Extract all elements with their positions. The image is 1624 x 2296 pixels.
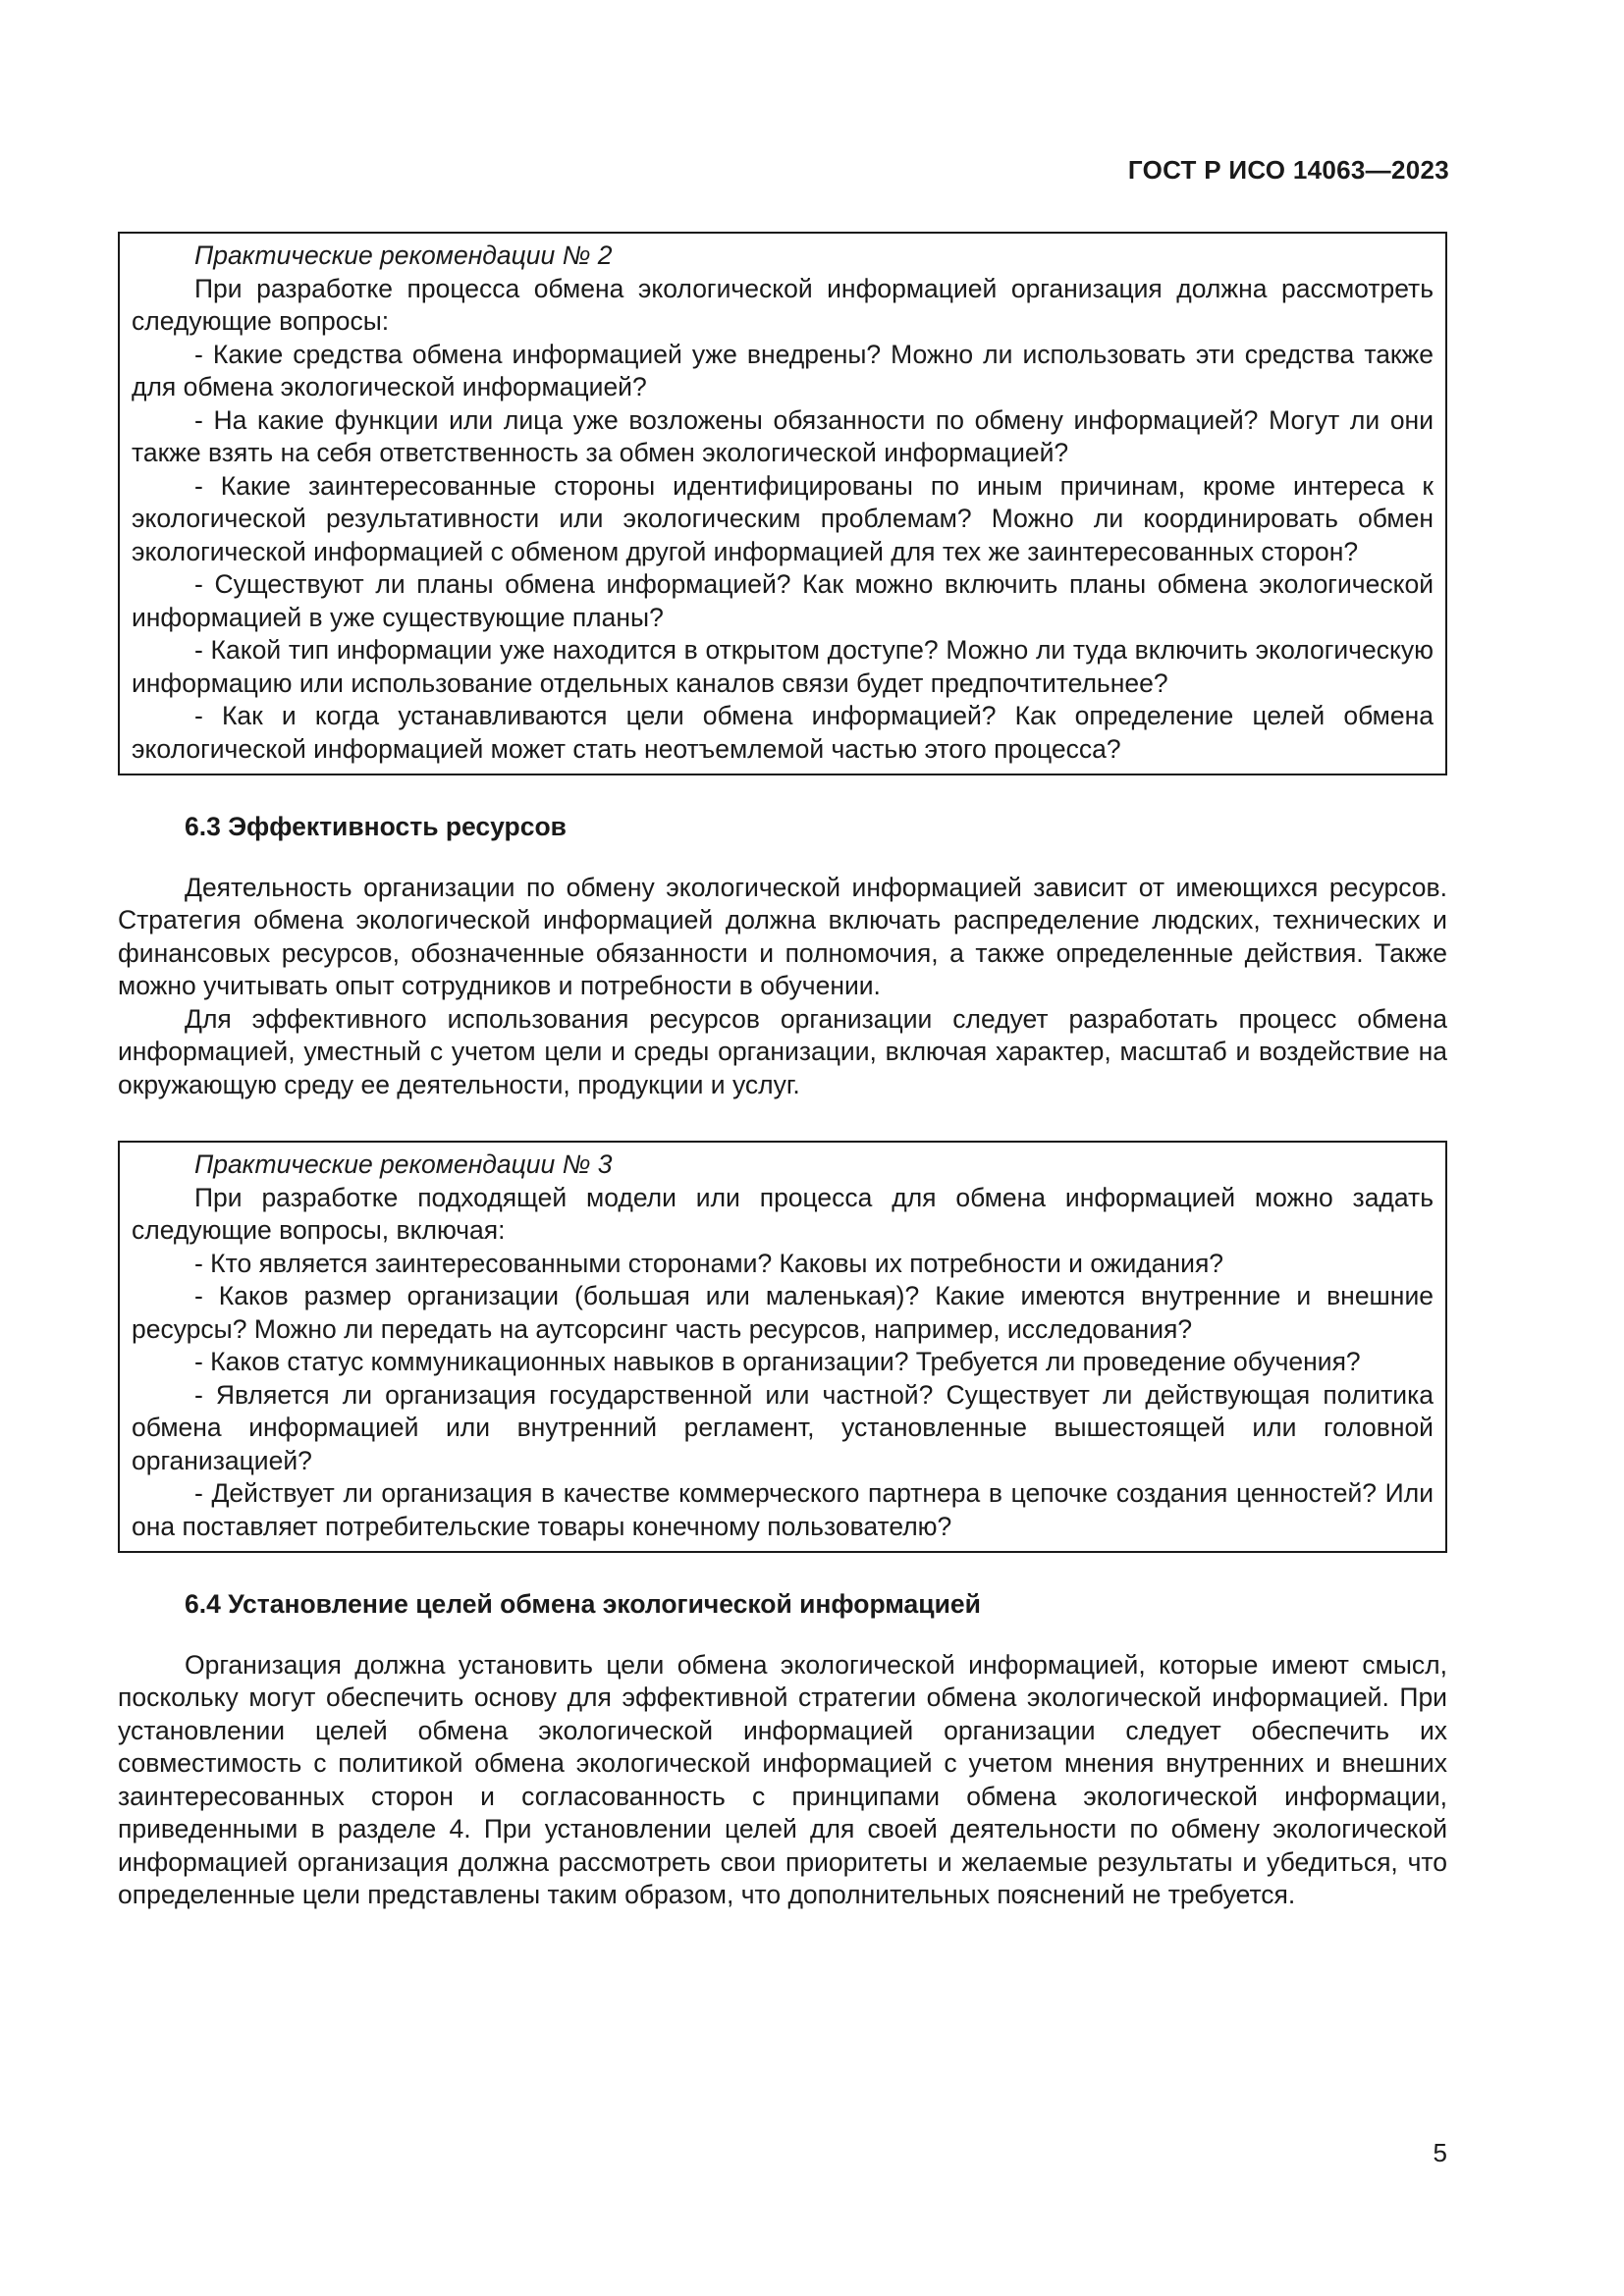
recommendation-item: - Какие заинтересованные стороны идентифицированы по иным причинам, кроме интереса к экологической результативности или экологическим проблемам? Можно ли координировать обмен экологической информацией с обменом другой информацией для тех же заинтересованных сторон? — [132, 470, 1434, 566]
recommendation-intro: При разработке подходящей модели или процесса для обмена информацией можно задать следующие вопросы, включая: — [132, 1182, 1434, 1245]
page-content — [118, 232, 1447, 1912]
page-number: 5 — [1433, 2138, 1447, 2167]
recommendation-item: - Как и когда устанавливаются цели обмена информацией? Как определение целей обмена экологической информацией может стать неотъемлемой частью этого процесса? — [132, 701, 1434, 764]
recommendation-box-2 — [118, 232, 1447, 775]
recommendation-item: - На какие функции или лица уже возложены обязанности по обмену информацией? Могут ли они также взять на себя ответственность за обмен экологической информацией? — [132, 404, 1434, 467]
recommendation-box-3 — [118, 1141, 1447, 1553]
body-paragraph: Деятельность организации по обмену экологической информацией зависит от имеющихся ресурсов. Стратегия обмена экологической информацией должна включать распределение людских, технических и финансовых ресурсов, обозначенные обязанности и полномочия, а также определенные действия. Также можно учитывать опыт сотрудников и потребности в обучении. — [118, 872, 1447, 1000]
recommendation-item: - Каков статус коммуникационных навыков в организации? Требуется ли проведение обучения? — [194, 1347, 1361, 1376]
recommendation-item: - Каков размер организации (большая или маленькая)? Какие имеются внутренние и внешние ресурсы? Можно ли передать на аутсорсинг часть ресурсов, например, исследования? — [132, 1281, 1434, 1344]
body-paragraph: Организация должна установить цели обмена экологической информацией, которые имеют смысл, поскольку могут обеспечить основу для эффективной стратегии обмена экологической информацией. При установлении целей обмена экологической информацией организации следует обеспечить их совместимость с политикой обмена экологической информацией с учетом мнения внутренних и внешних заинтересованных сторон и согласованность с принципами обмена экологической информации, приведенными в разделе 4. При установлении целей для своей деятельности по обмену экологической информацией организация должна рассмотреть свои приоритеты и желаемые результаты и убедиться, что определенные цели представлены таким образом, что дополнительных пояснений не требуется. — [118, 1649, 1447, 1909]
recommendation-item: - Какие средства обмена информацией уже внедрены? Можно ли использовать эти средства также для обмена экологической информацией? — [132, 339, 1434, 401]
recommendation-item: - Является ли организация государственной или частной? Существует ли действующая политика обмена информацией или внутренний регламент, установленные вышестоящей или головной организацией? — [132, 1379, 1434, 1475]
recommendation-item: - Существуют ли планы обмена информацией? Как можно включить планы обмена экологической информацией в уже существующие планы? — [132, 569, 1434, 632]
recommendation-item: - Какой тип информации уже находится в открытом доступе? Можно ли туда включить экологическую информацию или использование отдельных каналов связи будет предпочтительнее? — [132, 635, 1434, 698]
recommendation-intro: При разработке процесса обмена экологической информацией организация должна рассмотреть следующие вопросы: — [132, 273, 1434, 336]
body-paragraph: Для эффективного использования ресурсов организации следует разработать процесс обмена информацией, уместный с учетом цели и среды организации, включая характер, масштаб и воздействие на окружающую среду ее деятельности, продукции и услуг. — [118, 1003, 1447, 1099]
recommendation-box-title: Практические рекомендации № 2 — [194, 240, 613, 270]
section-heading-6-3: 6.3 Эффективность ресурсов — [185, 812, 567, 841]
section-heading-6-4: 6.4 Установление целей обмена экологической информацией — [185, 1589, 981, 1619]
standard-code: ГОСТ Р ИСО 14063—2023 — [1127, 155, 1449, 185]
recommendation-item: - Кто является заинтересованными сторонами? Каковы их потребности и ожидания? — [194, 1248, 1224, 1278]
recommendation-box-title: Практические рекомендации № 3 — [194, 1149, 613, 1179]
recommendation-item: - Действует ли организация в качестве коммерческого партнера в цепочке создания ценностей? Или она поставляет потребительские товары конечному пользователю? — [132, 1478, 1434, 1541]
